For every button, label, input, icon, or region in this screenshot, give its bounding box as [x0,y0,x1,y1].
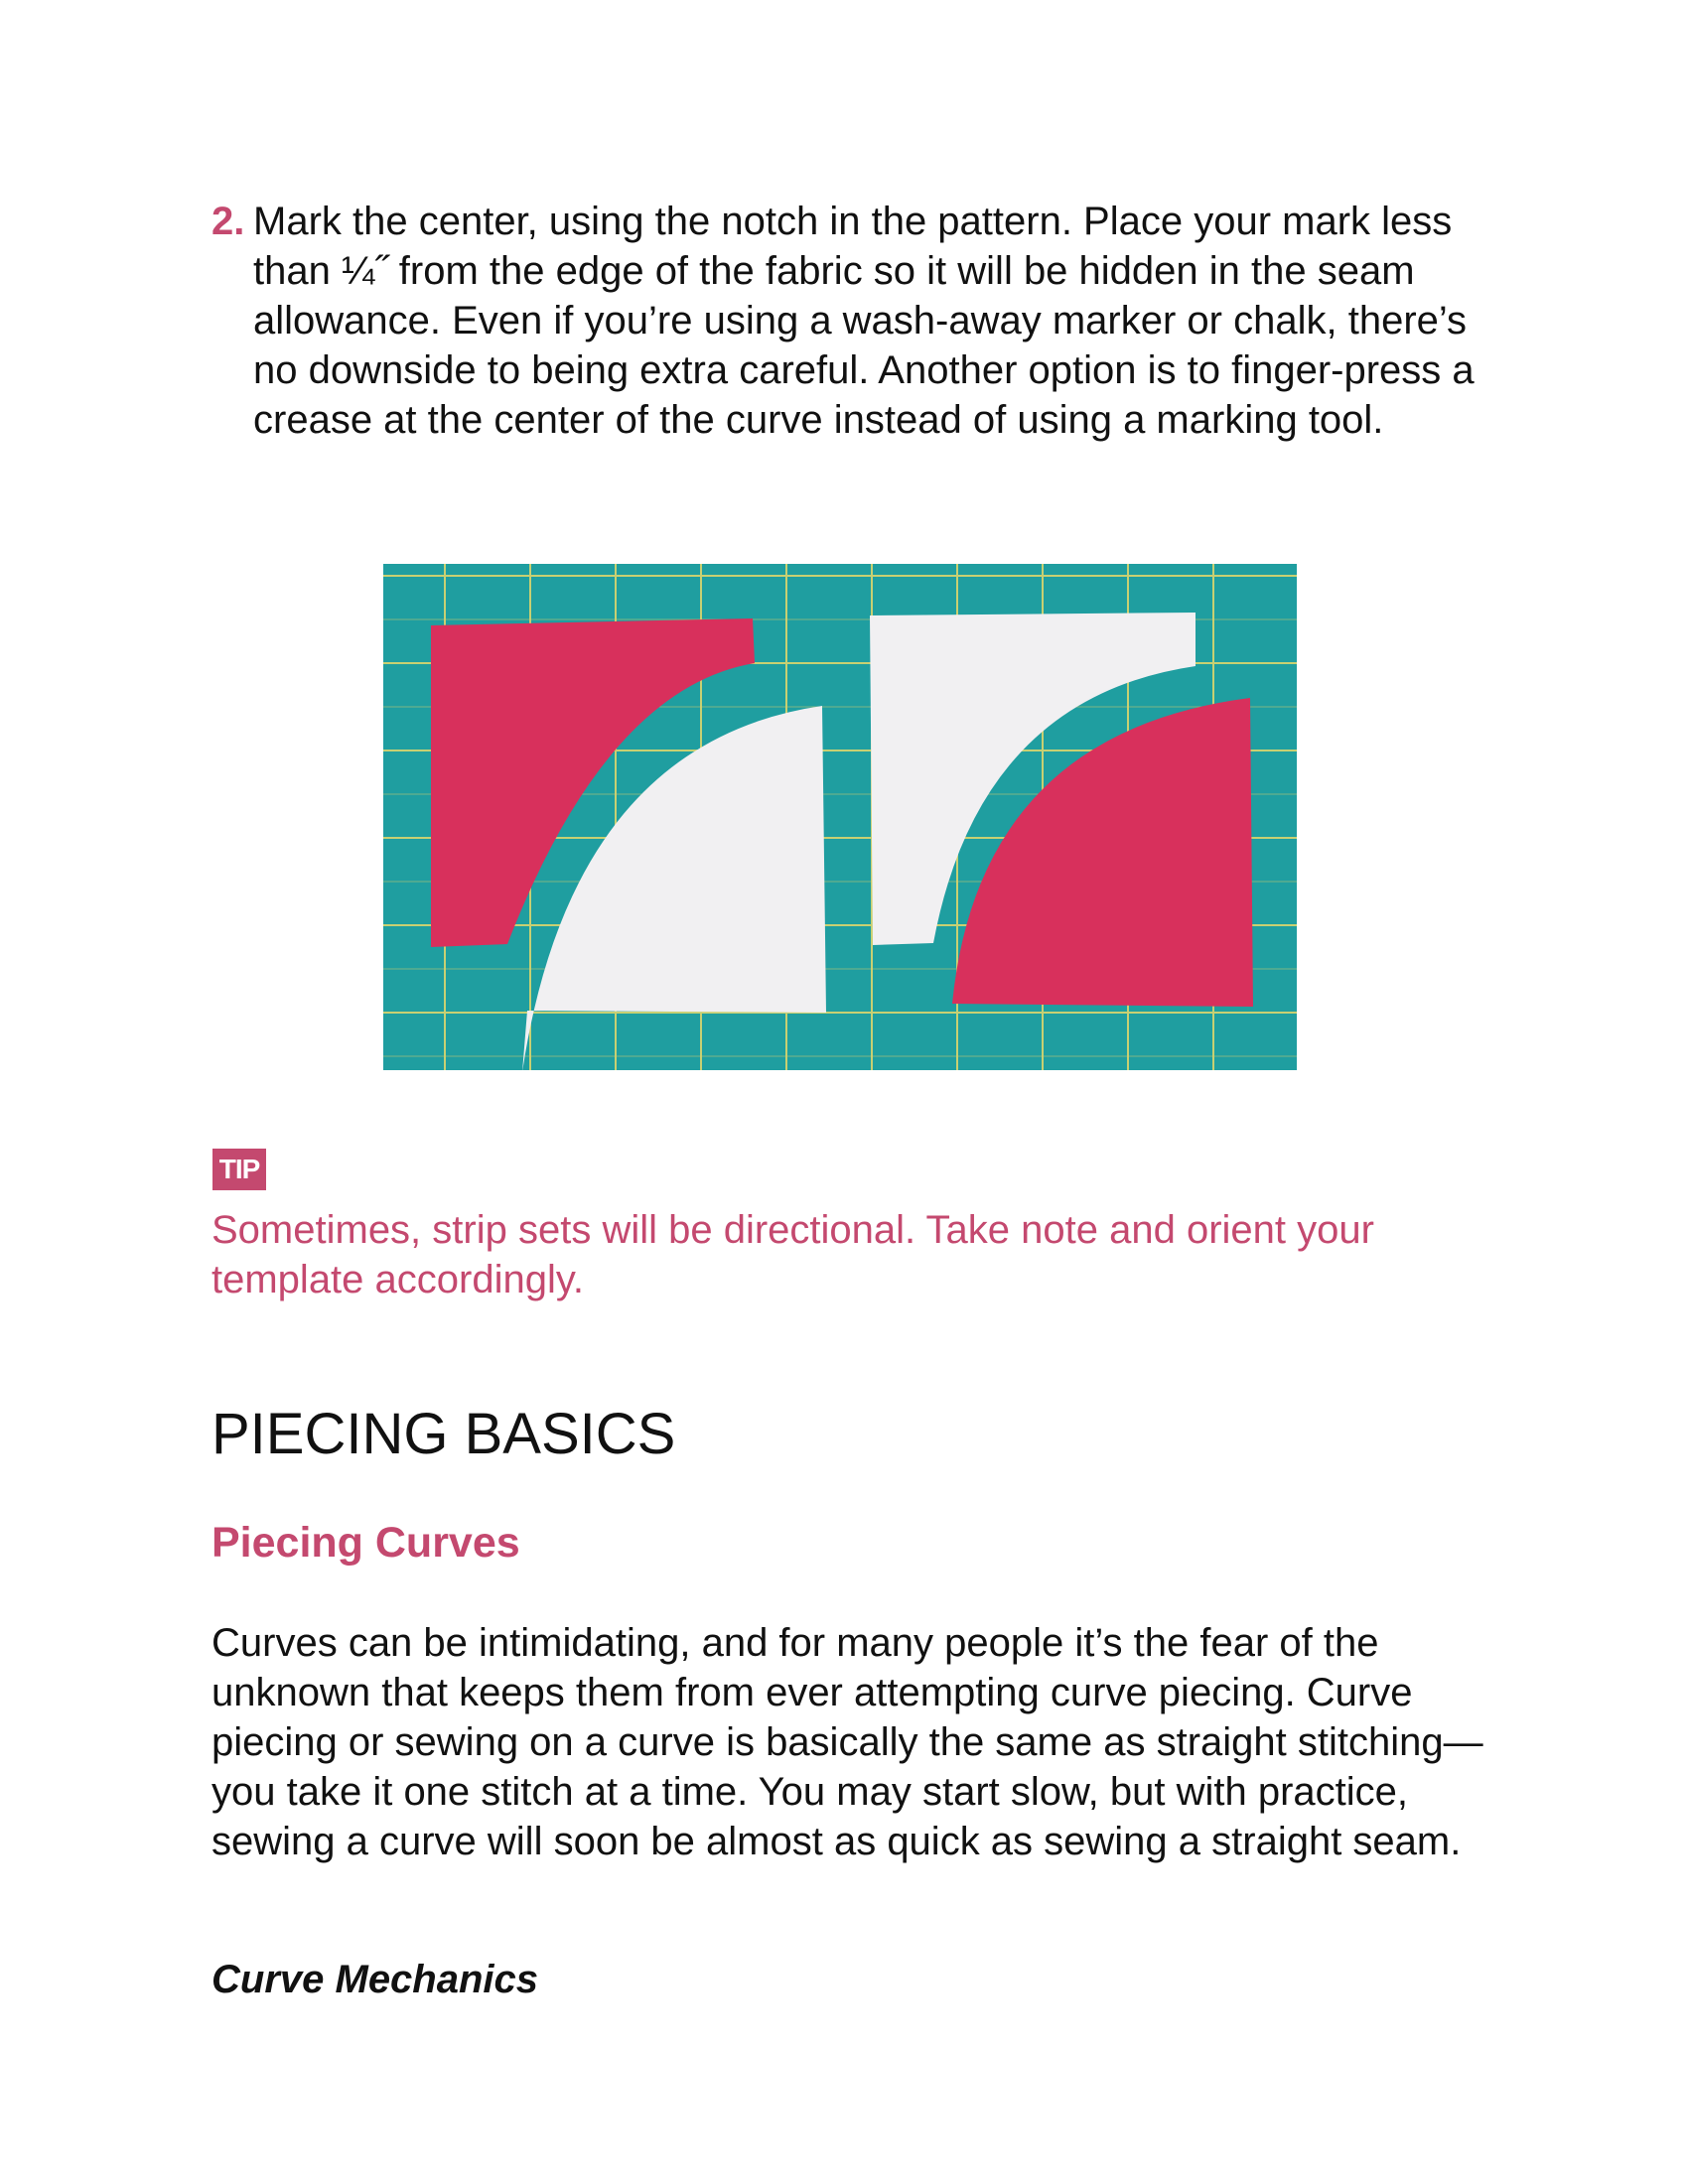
step-2 [211,197,1492,445]
tip-text: Sometimes, strip sets will be directional. Take note and orient your template accordingly. [211,1208,1374,1301]
curve-pieces-photo [383,564,1297,1070]
subsection-title: Piecing Curves [211,1518,520,1567]
section-title: PIECING BASICS [211,1401,676,1466]
tip-badge: TIP [212,1149,266,1190]
step-number: 2. [211,200,245,243]
step-text: Mark the center, using the notch in the pattern. Place your mark less than ¼˝ from the edge of the fabric so it will be hidden in the seam allowance. Even if you’re using a wash-away marker or chalk, there’s no downside to being extra careful. Another option is to finger-press a crease at the center of the curve instead of using a marking tool. [253,200,1475,442]
body-paragraph: Curves can be intimidating, and for many people it’s the fear of the unknown that keeps them from ever attempting curve piecing. Curve piecing or sewing on a curve is basically the same as straight stitching—you take it one stitch at a time. You may start slow, but with practice, sewing a curve will soon be almost as quick as sewing a straight seam. [211,1621,1483,1863]
subsubsection-title: Curve Mechanics [211,1958,539,2001]
